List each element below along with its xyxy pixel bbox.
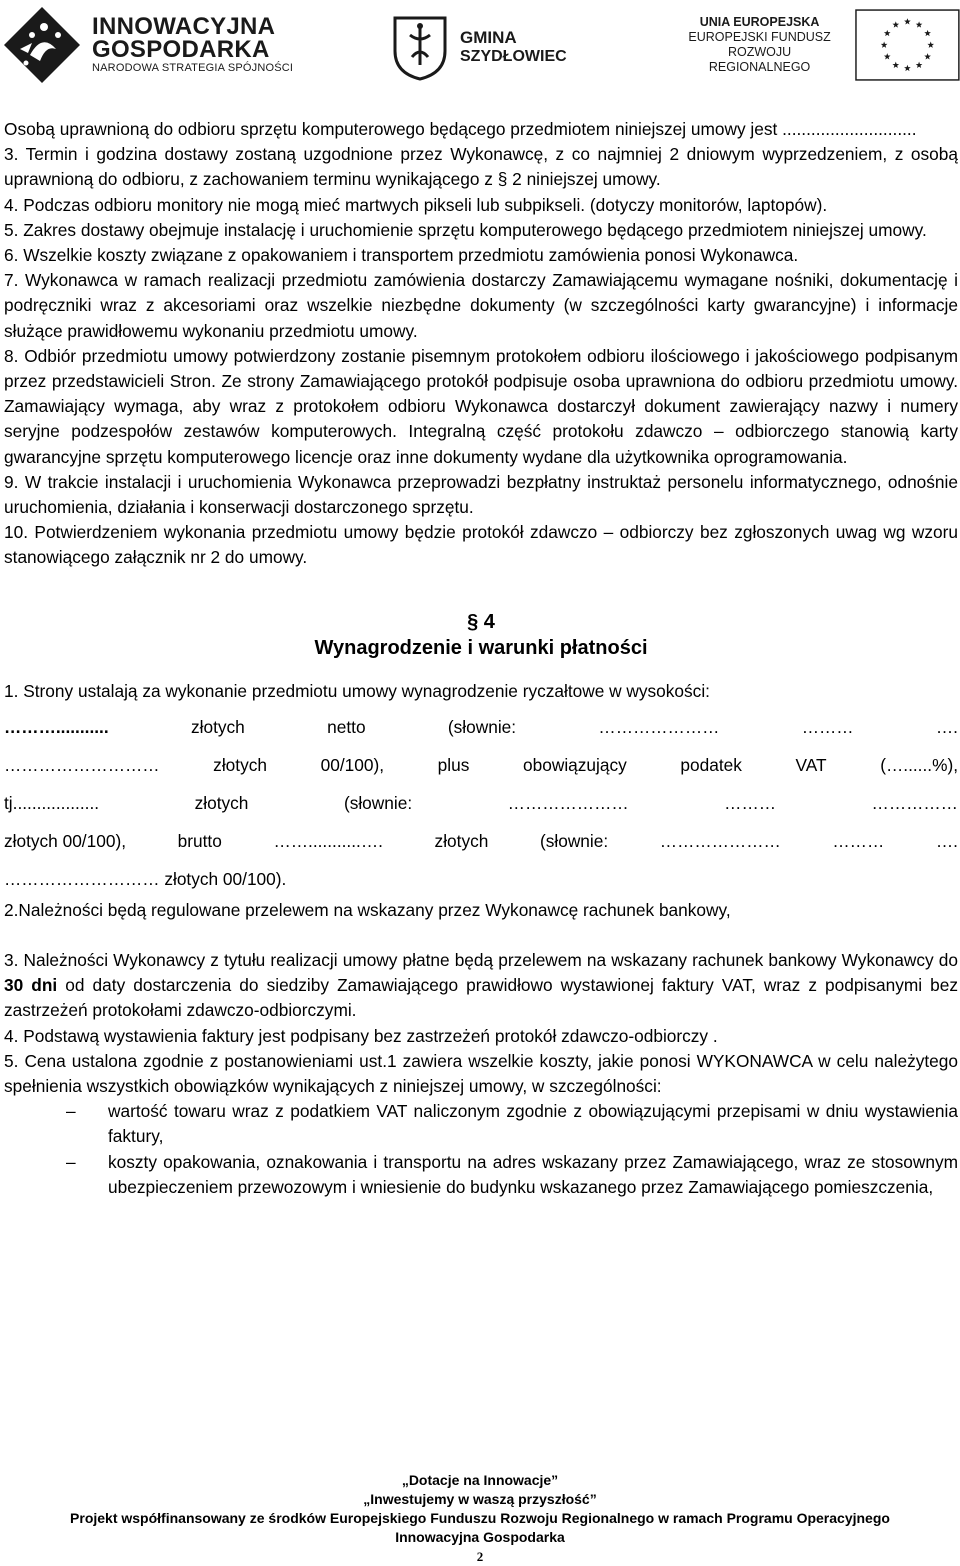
fill-segment: ….: [935, 716, 958, 737]
fill-segment: (słownie:: [447, 716, 517, 737]
section-number: § 4: [467, 610, 495, 633]
fill-segment: złotych 00/100),: [4, 830, 126, 851]
gmina-label: GMINA: [460, 28, 517, 47]
innowacyjna-gospodarka-logo: [2, 5, 293, 85]
dash-bullet-icon: –: [66, 1101, 76, 1122]
payment-clause-4: 4. Podstawą wystawienia faktury jest podpisany bez zastrzeżeń protokół zdawczo-odbiorczy .: [4, 1025, 718, 1046]
paragraph-7: 7. Wykonawca w ramach realizacji przedmiotu zamówienia dostarczy Zamawiającemu wymagane nośniki, dokumentację i podręczniki wraz z akcesoriami oraz wszelkie niezbędne dokumenty (w szczególności karty gwarancyjne) i informacje służące prawidłowemu wykonaniu przedmiotu umowy.: [4, 270, 958, 341]
paragraph-9: 9. W trakcie instalacji i uruchomienia Wykonawca przeprowadzi bezpłatny instruktaż personelu informatycznego, odnośnie uruchomienia, działania i konserwacji dostarczonego sprzętu.: [4, 471, 958, 518]
payment-clause-3: [4, 948, 958, 1024]
payment-days: 30 dni: [4, 975, 58, 996]
logo-line-3: NARODOWA STRATEGIA SPÓJNOŚCI: [92, 61, 294, 74]
paragraph-6: 6. Wszelkie koszty związane z opakowaniem i transportem przedmiotu zamówienia ponosi Wykonawca.: [4, 245, 799, 266]
amount-line-words: ……………………… złotych 00/100).: [4, 868, 287, 889]
list-item: [4, 1099, 958, 1149]
fill-segment: ………: [832, 830, 885, 851]
payment-clause-5: 5. Cena ustalona zgodnie z postanowieniami ust.1 zawiera wszelkie koszty, jakie ponosi WYKONAWCA w celu należytego spełnienia wszystkich obowiązków wynikających z niniejszej umowy, w szczególności:: [4, 1050, 958, 1097]
eu-fund-logo: [678, 8, 960, 82]
footer-slogan-2: „Inwestujemy w waszą przyszłość”: [363, 1491, 597, 1507]
fill-segment: brutto: [177, 830, 222, 851]
paragraph-8: 8. Odbiór przedmiotu umowy potwierdzony zostanie pisemnym protokołem odbioru ilościowego i jakościowego podpisanym przez przedstawicieli Stron. Ze strony Zamawiającego protokół podpisuje osoba uprawniona do odbioru przedmiotu umowy. Zamawiający wymaga, aby wraz z protokołem odbioru Wykonawca dostarczył dokument zawierający nazwy i numery seryjne podzespołów zestawów komputerowych. Integralną część protokołu zdawczo – odbiorczego stanowią karty gwarancyjne sprzętu komputerowego licencje oraz inne dokumenty wydane dla użytkownika oprogramowania.: [4, 345, 958, 467]
fill-segment: …………………: [659, 830, 781, 851]
list-item: [4, 1150, 958, 1200]
fill-segment: tj..................: [4, 792, 100, 813]
section-title: Wynagrodzenie i warunki płatności: [314, 636, 648, 659]
paragraph-5: 5. Zakres dostawy obejmuje instalację i uruchomienie sprzętu komputerowego będącego przedmiotem niniejszej umowy.: [4, 219, 927, 240]
fill-segment: 00/100),: [320, 754, 385, 775]
fill-segment: …………………: [507, 792, 629, 813]
eu-line-3: ROZWOJU REGIONALNEGO: [708, 45, 811, 74]
amount-line-net: [4, 708, 958, 746]
fill-segment: złotych: [213, 754, 267, 775]
fill-segment: ………: [724, 792, 777, 813]
footer-cofinancing: Projekt współfinansowany ze środków Europejskiego Funduszu Rozwoju Regionalnego w ramach Programu Operacyjnego: [70, 1510, 890, 1526]
fill-segment: ………………………: [4, 754, 160, 775]
fill-segment: (…......%),: [880, 754, 958, 775]
fill-segment: …………………: [598, 716, 720, 737]
fill-segment: ……...........….: [273, 830, 383, 851]
payment-clause-1: 1. Strony ustalają za wykonanie przedmiotu umowy wynagrodzenie ryczałtowe w wysokości:: [4, 680, 710, 701]
gmina-szydlowiec-logo: [392, 15, 567, 81]
fill-segment: (słownie:: [539, 830, 609, 851]
fill-segment: złotych: [191, 716, 245, 737]
logo-line-1: INNOWACYJNA: [92, 12, 276, 40]
szydlowiec-label: SZYDŁOWIEC: [460, 48, 567, 65]
amount-line-tax: [4, 784, 958, 822]
innowacyjna-gospodarka-emblem-icon: [2, 5, 82, 85]
list-item-text: wartość towaru wraz z podatkiem VAT naliczonym zgodnie z obowiązującymi przepisami w dniu wystawienia faktury,: [108, 1101, 958, 1147]
eu-line-2: EUROPEJSKI FUNDUSZ: [688, 30, 831, 44]
fill-segment: ………...........: [4, 716, 109, 737]
footer-program: Innowacyjna Gospodarka: [395, 1529, 565, 1545]
fill-segment: VAT: [795, 754, 827, 775]
fill-segment: ………: [801, 716, 854, 737]
dash-bullet-icon: –: [66, 1151, 76, 1172]
fill-segment: złotych: [434, 830, 489, 851]
eu-flag-icon: [855, 8, 960, 82]
clause-3-start: 3. Należności Wykonawcy z tytułu realizacji umowy płatne będą przelewem na wskazany rachunek bankowy Wykonawcy do: [4, 950, 958, 971]
fill-segment: plus: [437, 754, 470, 775]
amount-line-vat: [4, 746, 958, 784]
fill-segment: złotych: [194, 792, 249, 813]
footer-slogan-1: „Dotacje na Innowacje”: [401, 1472, 559, 1488]
clause-3-end: od daty dostarczenia do siedziby Zamawiającego prawidłowo wystawionej faktury VAT, wraz z podpisanymi bez zastrzeżeń protokołami zdawczo-odbiorczymi.: [4, 975, 959, 1021]
coat-of-arms-icon: [392, 15, 448, 81]
fill-segment: (słownie:: [343, 792, 413, 813]
logo-line-2: GOSPODARKA: [92, 35, 270, 63]
paragraph-intro: Osobą uprawnioną do odbioru sprzętu komputerowego będącego przedmiotem niniejszej umowy jest ............................: [4, 119, 917, 139]
page-header: [0, 0, 960, 95]
paragraph-4: 4. Podczas odbioru monitory nie mogą mieć martwych pikseli lub subpikseli. (dotyczy monitorów, laptopów).: [4, 194, 828, 215]
fill-segment: ….: [935, 830, 958, 851]
page-number: 2: [476, 1549, 484, 1564]
fill-segment: obowiązujący: [523, 754, 627, 775]
fill-segment: podatek: [680, 754, 742, 775]
list-item-text: koszty opakowania, oznakowania i transportu na adres wskazany przez Zamawiającego, wraz ze stosownym ubezpieczeniem przewozowym i wniesienie do budynku wskazanego przez Zamawiającego pomieszczenia,: [108, 1151, 958, 1197]
payment-clause-2: 2.Należności będą regulowane przelewem na wskazany przez Wykonawcę rachunek bankowy,: [4, 899, 731, 920]
amount-line-gross: [4, 822, 958, 860]
fill-segment: ……………: [871, 792, 958, 813]
fill-segment: netto: [327, 716, 366, 737]
paragraph-10: 10. Potwierdzeniem wykonania przedmiotu umowy będzie protokół zdawczo – odbiorczy bez zgłoszonych uwag wg wzoru stanowiącego załącznik nr 2 do umowy.: [4, 522, 958, 568]
page-footer: [0, 1471, 960, 1566]
paragraph-3: 3. Termin i godzina dostawy zostaną uzgodnione przez Wykonawcę, z co najmniej 2 dniowym wyprzedzeniem, z osobą uprawnioną do odbioru, z zachowaniem terminu wynikającego z § 2 niniejszej umowy.: [4, 144, 958, 190]
document-body: [4, 117, 958, 1200]
eu-line-1: UNIA EUROPEJSKA: [699, 15, 820, 29]
